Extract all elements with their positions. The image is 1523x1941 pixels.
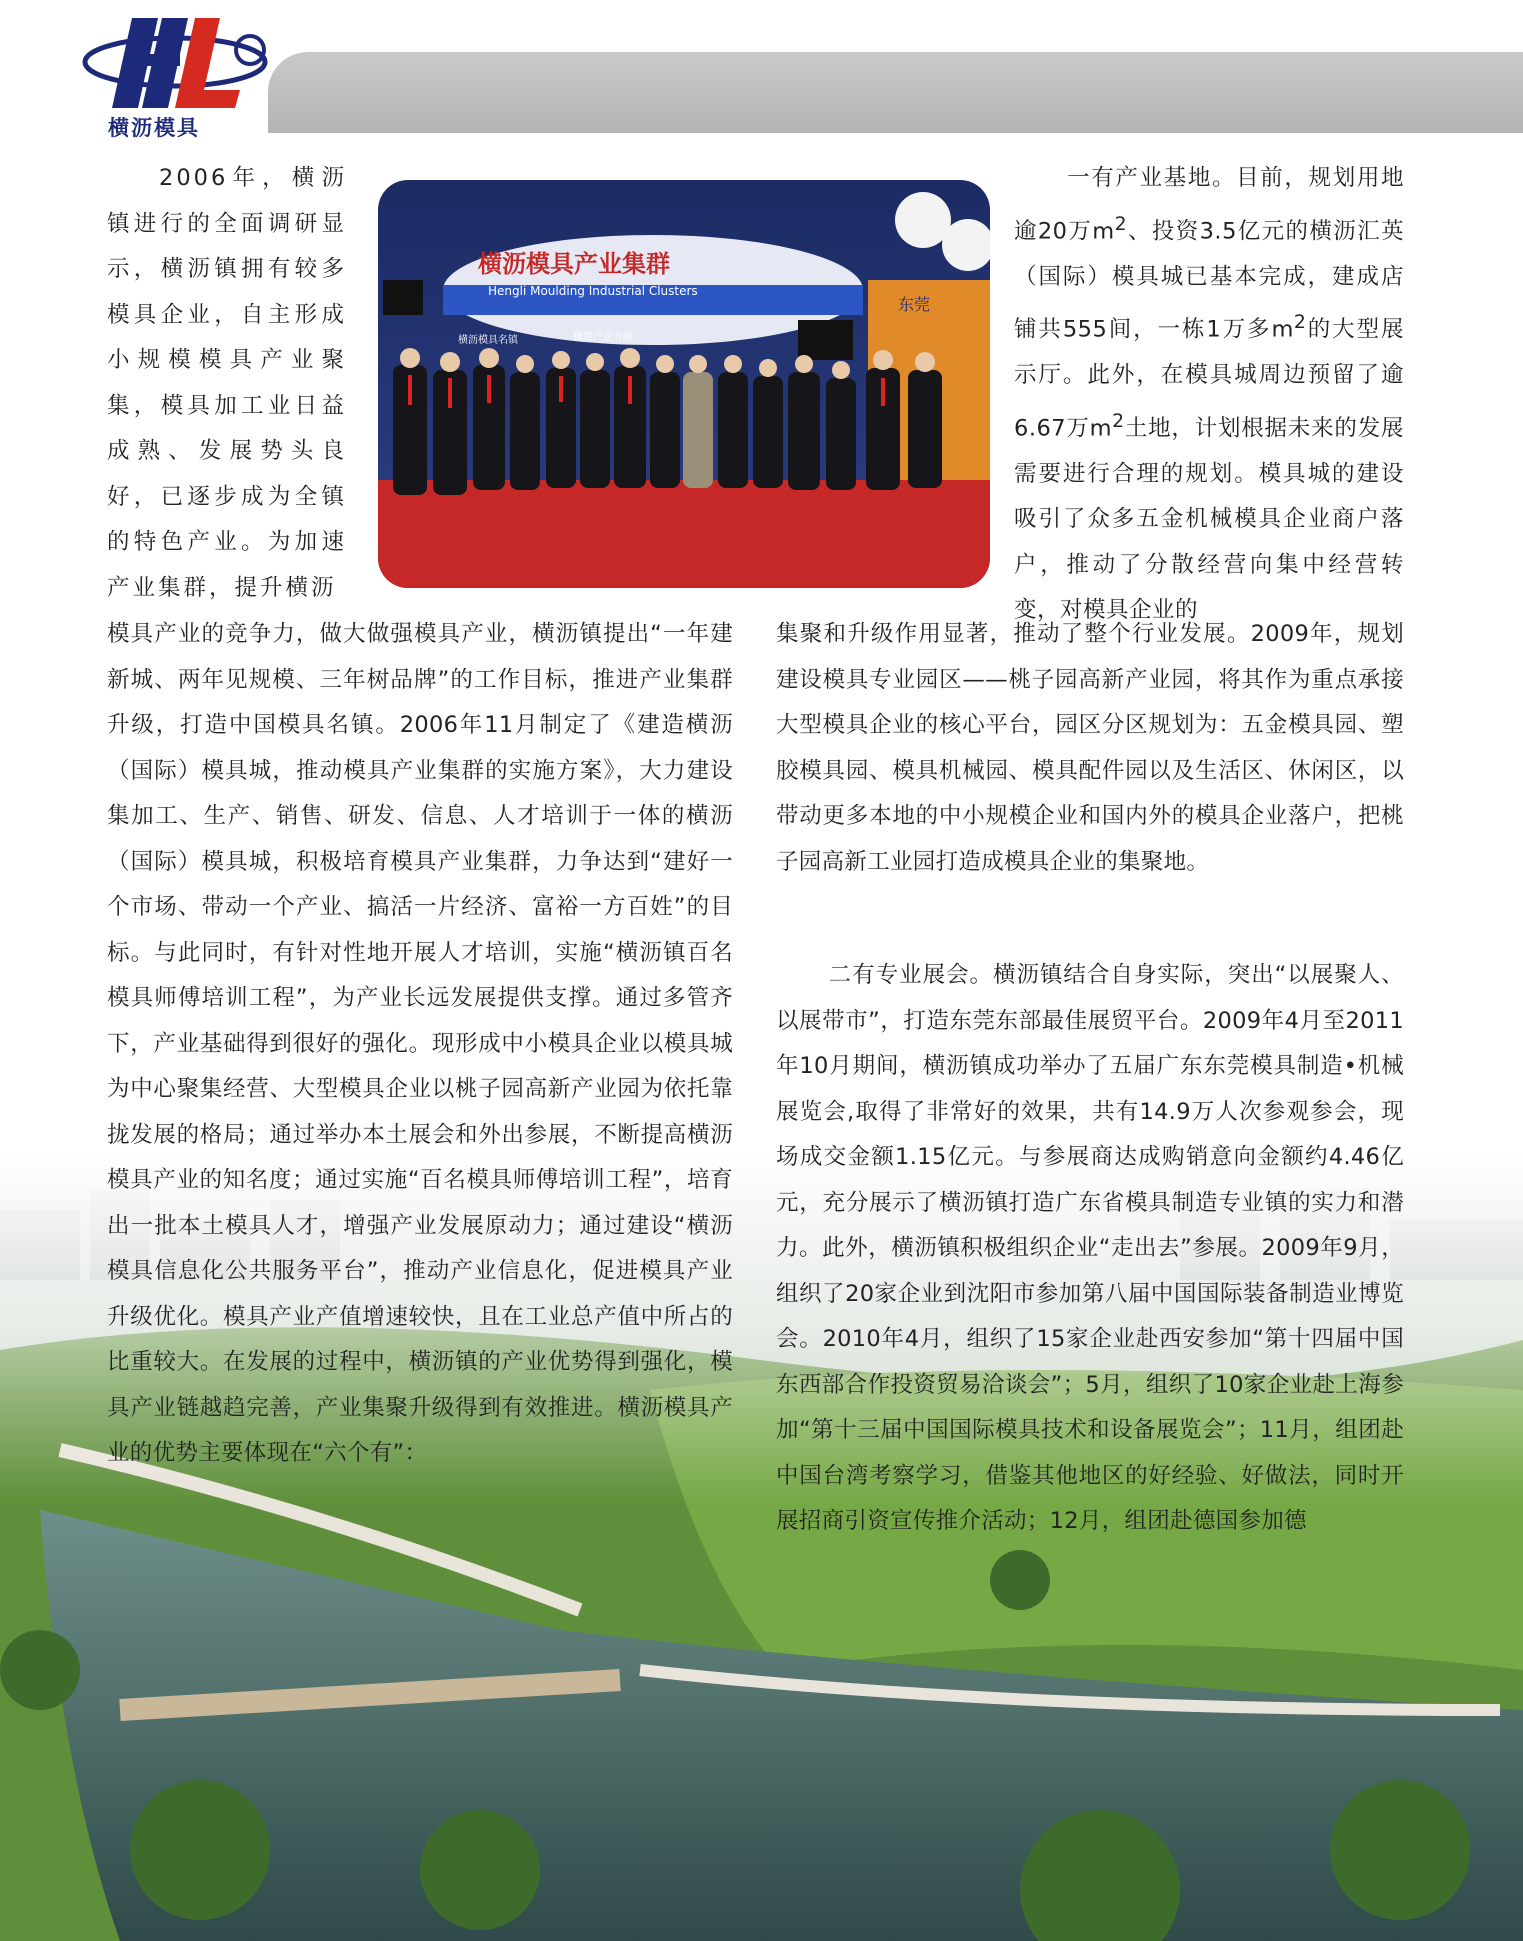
photo-side-text: 东莞 <box>898 295 931 314</box>
photo-banner-en: Hengli Moulding Industrial Clusters <box>488 284 698 298</box>
article-right-mid: 集聚和升级作用显著，推动了整个行业发展。2009年，规划建设模具专业园区——桃子园高新产业园，将其作为重点承接大型模具企业的核心平台，园区分区规划为：五金模具园、塑胶模具园、模具机械园、模具配件园以及生活区、休闲区，以带动更多本地的中小规模企业和国内外的模具企业落户，把桃子园高新工业园打造成模具企业的集聚地。 <box>776 621 1404 875</box>
photo-sign-left: 横沥模具名镇 <box>458 335 518 346</box>
article-right-bottom: 二有专业展会。横沥镇结合自身实际，突出“以展聚人、以展带市”，打造东莞东部最佳展贸平台。2009年4月至2011年10月期间，横沥镇成功举办了五届广东东莞模具制造•机械展览会,取得了非常好的效果，共有14.9万人次参观参会，现场成交金额1.15亿元。与参展商达成购销意向金额约4.46亿元，充分展示了横沥镇打造广东省模具制造专业镇的实力和潜力。此外，横沥镇积极组织企业“走出去”参展。2009年9月，组织了20家企业到沈阳市参加第八届中国国际装备制造业博览会。2010年4月，组织了15家企业赴西安参加“第十四届中国东西部合作投资贸易洽谈会”；5月，组织了10家企业赴上海参加“第十三届中国国际模具技术和设备展览会”；11月，组团赴中国台湾考察学习，借鉴其他地区的好经验、好做法，同时开展招商引资宣传推介活动；12月，组团赴德国参加德 <box>776 962 1404 1534</box>
photo-sign-right: 横进产业升级 <box>573 332 633 343</box>
photo-banner-cn: 横沥模具产业集群 <box>478 250 670 278</box>
article-right-top: 一有产业基地。目前，规划用地逾20万$m^2$、投资3.5亿元的横沥汇英（国际）模具城已基本完成，建成店铺共555间，一栋1万多$m^2$的大型展示厅。此外，在模具城周边预留了逾6.67万$m^2$土地，计划根据未来的发展需要进行合理的规划。模具城的建设吸引了众多五金机械模具企业商户落户，推动了分散经营向集中经营转变，对模具企业的 <box>1014 165 1404 623</box>
article-left-top: 2006年，横沥镇进行的全面调研显示，横沥镇拥有较多模具企业，自主形成小规模模具产业聚集，模具加工业日益成熟、发展势头良好，已逐步成为全镇的特色产业。为加速产业集群，提升横沥 <box>107 165 347 601</box>
article-left-bottom: 模具产业的竞争力，做大做强模具产业，横沥镇提出“一年建新城、两年见规模、三年树品牌”的工作目标，推进产业集群升级，打造中国模具名镇。2006年11月制定了《建造横沥（国际）模具城，推动模具产业集群的实施方案》，大力建设集加工、生产、销售、研发、信息、人才培训于一体的横沥（国际）模具城，积极培育模具产业集群，力争达到“建好一个市场、带动一个产业、搞活一片经济、富裕一方百姓”的目标。与此同时，有针对性地开展人才培训，实施“横沥镇百名模具师傅培训工程”，为产业长远发展提供支撑。通过多管齐下，产业基础得到很好的强化。现形成中小模具企业以模具城为中心聚集经营、大型模具企业以桃子园高新产业园为依托靠拢发展的格局；通过举办本土展会和外出参展，不断提高横沥模具产业的知名度；通过实施“百名模具师傅培训工程”，培育出一批本土模具人才，增强产业发展原动力；通过建设“横沥模具信息化公共服务平台”，推动产业信息化，促进模具产业升级优化。模具产业产值增速较快，且在工业总产值中所占的比重较大。在发展的过程中，横沥镇的产业优势得到强化，模具产业链越趋完善，产业集聚升级得到有效推进。横沥模具产业的优势主要体现在“六个有”： <box>107 621 733 1466</box>
header-bar <box>268 52 1523 133</box>
brand-caption: 横沥模具 <box>108 116 200 140</box>
exhibition-photo <box>378 180 990 588</box>
